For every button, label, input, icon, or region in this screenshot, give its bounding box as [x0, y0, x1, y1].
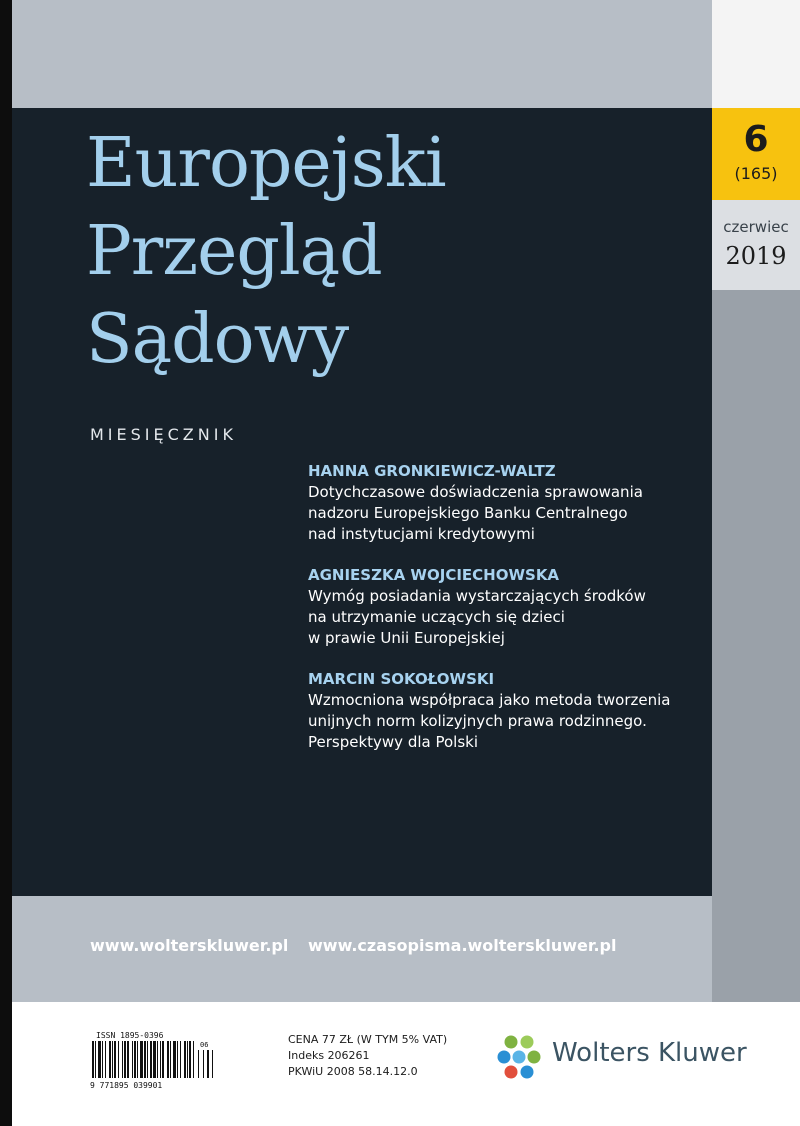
journal-title — [86, 120, 446, 384]
article-author: AGNIESZKA WOJCIECHOWSKA — [308, 566, 560, 584]
pkwiu-code: PKWiU 2008 58.14.12.0 — [288, 1065, 418, 1078]
price: CENA 77 ZŁ (W TYM 5% VAT) — [288, 1033, 448, 1046]
title-line: Europejski — [86, 124, 446, 203]
article-author: HANNA GRONKIEWICZ-WALTZ — [308, 462, 556, 480]
journal-subtitle: MIESIĘCZNIK — [90, 425, 237, 444]
article-entry — [308, 565, 708, 649]
issue-strip — [712, 0, 800, 1126]
top-band — [12, 0, 712, 108]
issue-number: 6 — [743, 119, 769, 160]
issue-total: (165) — [734, 164, 778, 183]
spine — [0, 0, 12, 1126]
article-title: Dotychczasowe doświadczenia sprawowania nadzoru Europejskiego Banku Centralnego nad instytucjami kredytowymi — [308, 483, 643, 543]
issue-month: czerwiec — [723, 218, 789, 236]
article-title: Wzmocniona współpraca jako metoda tworzenia unijnych norm kolizyjnych prawa rodzinnego. Perspektywy dla Polski — [308, 691, 671, 751]
journals-url[interactable]: www.czasopisma.wolterskluwer.pl — [308, 936, 617, 955]
index-number: Indeks 206261 — [288, 1049, 370, 1062]
title-line: Sądowy — [86, 300, 349, 379]
barcode-addon: 06 — [200, 1041, 209, 1049]
barcode — [90, 1030, 215, 1090]
publisher-name: Wolters Kluwer — [552, 1038, 747, 1068]
price-info — [288, 1032, 447, 1080]
publisher-url[interactable]: www.wolterskluwer.pl — [90, 936, 289, 955]
article-title: Wymóg posiadania wystarczających środków na utrzymanie uczących się dzieci w prawie Unii Europejskiej — [308, 587, 646, 647]
article-entry — [308, 461, 708, 545]
issue-year: 2019 — [725, 242, 787, 270]
article-entry — [308, 669, 708, 753]
barcode-digits: 9 771895 039901 — [90, 1081, 163, 1090]
wolters-kluwer-logo-icon — [496, 1034, 542, 1080]
title-line: Przegląd — [86, 212, 382, 291]
issn-label: ISSN 1895-0396 — [96, 1031, 164, 1040]
article-author: MARCIN SOKOŁOWSKI — [308, 670, 495, 688]
